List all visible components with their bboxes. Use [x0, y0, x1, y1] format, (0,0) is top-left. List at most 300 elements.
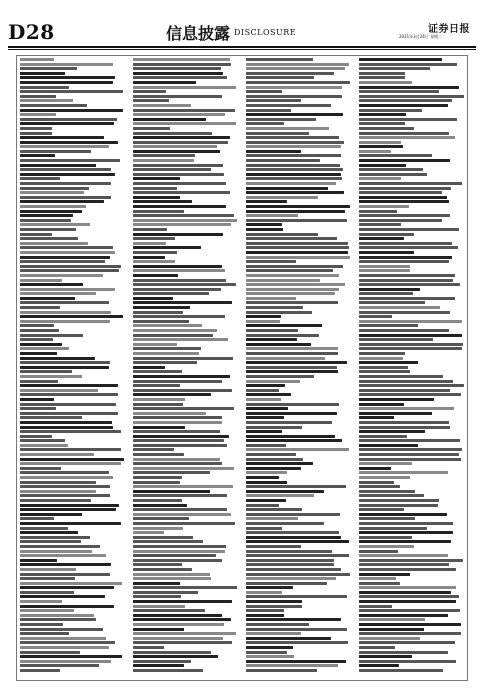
text-line — [133, 58, 230, 61]
text-line — [20, 430, 121, 433]
text-line — [246, 623, 309, 626]
text-line — [20, 256, 110, 259]
text-line — [133, 251, 177, 254]
text-line — [20, 513, 82, 516]
text-line — [359, 200, 449, 203]
text-line — [246, 95, 342, 98]
text-line — [133, 182, 226, 185]
text-line — [20, 600, 62, 603]
text-line — [246, 104, 331, 107]
text-line — [246, 430, 282, 433]
text-line — [133, 274, 178, 277]
text-line — [359, 412, 432, 415]
text-line — [246, 550, 332, 553]
text-line — [133, 618, 231, 621]
text-line — [359, 641, 455, 644]
text-line — [359, 577, 396, 580]
text-line — [246, 384, 285, 387]
text-line — [246, 462, 313, 465]
text-line — [359, 191, 442, 194]
text-line — [20, 200, 104, 203]
text-line — [133, 301, 232, 304]
text-line — [133, 623, 224, 626]
text-line — [246, 577, 336, 580]
text-line — [359, 288, 420, 291]
text-line — [359, 522, 453, 525]
text-line — [246, 513, 340, 516]
text-line — [20, 311, 111, 314]
text-line — [246, 132, 309, 135]
text-line — [246, 416, 284, 419]
text-line — [359, 513, 447, 516]
text-line — [20, 403, 116, 406]
text-line — [133, 320, 189, 323]
text-line — [20, 393, 118, 396]
text-line — [359, 439, 460, 442]
text-line — [246, 320, 280, 323]
text-line — [133, 412, 206, 415]
text-line — [359, 398, 434, 401]
section-title: 信息披露 — [166, 24, 231, 43]
text-line — [359, 591, 451, 594]
text-line — [246, 214, 298, 217]
text-line — [20, 269, 119, 272]
text-line — [20, 609, 74, 612]
text-line — [133, 531, 164, 534]
text-line — [359, 86, 459, 89]
text-line — [246, 481, 287, 484]
text-line — [20, 357, 95, 360]
text-line — [246, 522, 324, 525]
text-line — [246, 306, 303, 309]
text-line — [20, 655, 122, 658]
text-line — [20, 301, 109, 304]
text-line — [20, 90, 123, 93]
text-line — [359, 279, 453, 282]
text-line — [359, 453, 459, 456]
text-line — [359, 283, 460, 286]
publication-date: 2021年3月24日 星期三 — [399, 34, 443, 39]
text-line — [20, 76, 115, 79]
text-line — [20, 246, 113, 249]
text-column-3 — [246, 58, 350, 678]
text-line — [246, 435, 335, 438]
text-line — [359, 403, 404, 406]
text-line — [359, 531, 453, 534]
text-line — [246, 233, 318, 236]
text-line — [246, 256, 350, 259]
text-line — [246, 591, 282, 594]
text-line — [20, 338, 53, 341]
text-line — [20, 467, 61, 470]
text-line — [133, 352, 199, 355]
text-line — [246, 471, 287, 474]
text-line — [133, 393, 211, 396]
text-line — [133, 384, 180, 387]
text-line — [359, 637, 420, 640]
text-line — [20, 173, 115, 176]
text-line — [246, 398, 281, 401]
text-line — [359, 646, 395, 649]
text-line — [246, 508, 302, 511]
text-line — [20, 462, 121, 465]
text-line — [246, 177, 342, 180]
text-line — [133, 444, 227, 447]
text-line — [359, 660, 456, 663]
text-line — [359, 559, 463, 562]
text-line — [20, 476, 113, 479]
text-line — [359, 458, 461, 461]
text-line — [20, 595, 105, 598]
text-line — [133, 122, 236, 125]
text-line — [20, 637, 106, 640]
text-line — [133, 435, 229, 438]
text-line — [20, 641, 115, 644]
text-line — [133, 72, 223, 75]
text-line — [133, 494, 227, 497]
text-line — [359, 118, 457, 121]
text-line — [20, 182, 111, 185]
text-line — [133, 246, 201, 249]
text-line — [20, 95, 56, 98]
text-line — [246, 448, 349, 451]
text-line — [20, 517, 54, 520]
text-line — [133, 664, 184, 667]
text-line — [246, 196, 318, 199]
text-line — [133, 90, 166, 93]
text-line — [246, 223, 282, 226]
text-line — [246, 136, 339, 139]
text-line — [246, 412, 337, 415]
text-line — [359, 242, 452, 245]
text-line — [359, 380, 453, 383]
text-line — [359, 99, 452, 102]
text-line — [359, 306, 440, 309]
text-line — [359, 219, 442, 222]
text-line — [133, 646, 164, 649]
text-line — [359, 508, 404, 511]
text-line — [246, 76, 314, 79]
text-line — [359, 540, 451, 543]
text-line — [20, 490, 96, 493]
text-line — [20, 458, 124, 461]
text-line — [20, 398, 54, 401]
text-line — [246, 444, 286, 447]
text-line — [246, 187, 328, 190]
text-line — [359, 494, 424, 497]
text-line — [359, 210, 397, 213]
text-line — [359, 256, 452, 259]
text-line — [359, 444, 418, 447]
text-line — [246, 279, 320, 282]
text-line — [359, 568, 456, 571]
text-line — [133, 517, 189, 520]
text-line — [246, 637, 331, 640]
text-line — [20, 632, 69, 635]
text-line — [20, 527, 68, 530]
text-line — [133, 485, 233, 488]
text-line — [359, 311, 450, 314]
text-line — [20, 164, 96, 167]
text-line — [359, 430, 425, 433]
text-line — [359, 448, 462, 451]
text-line — [133, 605, 185, 608]
text-line — [133, 279, 226, 282]
text-line — [133, 660, 191, 663]
text-line — [20, 292, 96, 295]
text-line — [20, 233, 52, 236]
text-line — [133, 439, 224, 442]
text-line — [359, 416, 394, 419]
text-line — [133, 403, 183, 406]
text-line — [359, 246, 458, 249]
header-rule-thick — [8, 46, 476, 48]
text-line — [359, 168, 423, 171]
text-line — [20, 141, 118, 144]
text-line — [20, 329, 59, 332]
text-line — [20, 380, 58, 383]
text-line — [246, 343, 311, 346]
text-line — [359, 499, 439, 502]
text-line — [133, 150, 220, 153]
text-line — [133, 481, 180, 484]
text-line — [20, 145, 109, 148]
text-line — [359, 320, 462, 323]
text-line — [359, 233, 414, 236]
text-line — [20, 297, 75, 300]
text-line — [133, 407, 234, 410]
text-line — [246, 109, 291, 112]
text-line — [359, 145, 403, 148]
text-line — [20, 210, 82, 213]
text-line — [20, 159, 120, 162]
text-line — [133, 499, 182, 502]
text-line — [133, 173, 224, 176]
text-line — [359, 632, 461, 635]
text-line — [246, 200, 287, 203]
text-line — [20, 435, 52, 438]
text-line — [246, 660, 346, 663]
text-line — [133, 113, 225, 116]
text-line — [359, 334, 462, 337]
text-line — [20, 481, 96, 484]
text-line — [133, 522, 235, 525]
text-line — [20, 150, 91, 153]
text-line — [133, 471, 210, 474]
text-line — [359, 76, 405, 79]
text-line — [359, 205, 409, 208]
text-line — [133, 550, 225, 553]
text-line — [133, 568, 192, 571]
text-line — [246, 641, 348, 644]
page-number: D28 — [8, 20, 55, 44]
text-line — [246, 159, 320, 162]
text-line — [246, 154, 341, 157]
text-line — [359, 173, 427, 176]
text-line — [133, 586, 237, 589]
text-line — [133, 513, 231, 516]
text-line — [133, 132, 212, 135]
text-line — [133, 136, 230, 139]
text-line — [133, 361, 197, 364]
text-line — [20, 504, 119, 507]
text-line — [246, 191, 344, 194]
text-line — [359, 536, 412, 539]
text-line — [246, 269, 333, 272]
text-line — [359, 384, 464, 387]
text-line — [246, 600, 302, 603]
text-line — [359, 389, 450, 392]
text-line — [359, 347, 462, 350]
text-line — [359, 573, 410, 576]
text-line — [133, 95, 222, 98]
text-line — [133, 242, 166, 245]
text-line — [20, 352, 57, 355]
text-line — [246, 242, 348, 245]
text-line — [359, 485, 400, 488]
text-line — [359, 471, 448, 474]
text-line — [20, 485, 110, 488]
text-line — [20, 361, 110, 364]
text-line — [359, 292, 413, 295]
text-line — [246, 361, 347, 364]
text-line — [246, 72, 334, 75]
text-line — [359, 366, 408, 369]
text-line — [359, 357, 403, 360]
text-line — [133, 421, 222, 424]
text-line — [359, 550, 398, 553]
text-line — [133, 256, 165, 259]
text-line — [20, 550, 92, 553]
text-line — [133, 651, 211, 654]
text-line — [246, 274, 339, 277]
text-line — [20, 283, 83, 286]
text-line — [133, 540, 203, 543]
text-line — [133, 297, 173, 300]
text-line — [246, 127, 329, 130]
text-line — [133, 324, 202, 327]
text-line — [133, 127, 170, 130]
text-line — [133, 637, 223, 640]
text-line — [133, 366, 165, 369]
text-line — [359, 122, 405, 125]
text-line — [359, 141, 401, 144]
text-line — [20, 573, 110, 576]
text-line — [246, 439, 342, 442]
masthead-logo: 证券日报 — [428, 24, 470, 35]
text-line — [359, 407, 454, 410]
text-line — [20, 554, 106, 557]
text-line — [359, 618, 425, 621]
text-line — [246, 58, 313, 61]
text-line — [246, 150, 301, 153]
text-line — [359, 251, 414, 254]
text-line — [20, 196, 111, 199]
text-line — [133, 641, 232, 644]
text-line — [133, 86, 236, 89]
text-line — [20, 279, 62, 282]
text-line — [133, 595, 181, 598]
text-line — [133, 118, 206, 121]
text-line — [359, 605, 392, 608]
text-line — [246, 517, 298, 520]
text-line — [133, 426, 185, 429]
text-line — [359, 182, 462, 185]
text-line — [20, 407, 56, 410]
text-line — [133, 600, 232, 603]
text-line — [133, 260, 175, 263]
text-line — [359, 164, 406, 167]
text-line — [359, 352, 405, 355]
text-line — [359, 554, 448, 557]
text-line — [359, 504, 438, 507]
text-line — [133, 334, 213, 337]
text-line — [20, 58, 54, 61]
text-line — [359, 664, 399, 667]
text-line — [133, 154, 195, 157]
text-line — [133, 164, 223, 167]
text-line — [133, 577, 211, 580]
text-line — [246, 467, 301, 470]
text-line — [20, 628, 103, 631]
text-line — [20, 384, 118, 387]
header-rule-thin — [8, 49, 476, 50]
text-line — [133, 205, 226, 208]
text-line — [359, 159, 450, 162]
text-line — [359, 370, 410, 373]
text-line — [359, 517, 415, 520]
text-line — [133, 191, 230, 194]
text-line — [133, 311, 183, 314]
text-line — [20, 214, 73, 217]
text-line — [133, 357, 233, 360]
text-line — [246, 205, 350, 208]
text-line — [20, 412, 118, 415]
text-line — [359, 595, 459, 598]
text-line — [20, 426, 113, 429]
text-line — [359, 435, 407, 438]
text-line — [246, 237, 337, 240]
text-line — [246, 315, 281, 318]
text-line — [20, 81, 113, 84]
text-line — [246, 99, 301, 102]
section-subtitle: DISCLOSURE — [234, 28, 297, 37]
text-line — [133, 573, 210, 576]
text-line — [20, 274, 103, 277]
text-line — [133, 168, 211, 171]
text-line — [246, 628, 347, 631]
text-line — [20, 334, 83, 337]
text-line — [246, 527, 282, 530]
text-line — [246, 292, 335, 295]
text-line — [20, 177, 60, 180]
text-line — [359, 426, 450, 429]
text-line — [246, 118, 316, 121]
text-line — [246, 573, 350, 576]
text-line — [246, 568, 341, 571]
text-line — [246, 614, 284, 617]
text-line — [246, 324, 322, 327]
text-line — [133, 104, 191, 107]
text-line — [246, 370, 338, 373]
text-line — [246, 559, 334, 562]
text-line — [133, 453, 184, 456]
text-line — [20, 448, 121, 451]
text-line — [246, 366, 337, 369]
text-line — [133, 462, 222, 465]
text-line — [246, 655, 294, 658]
text-line — [20, 439, 65, 442]
